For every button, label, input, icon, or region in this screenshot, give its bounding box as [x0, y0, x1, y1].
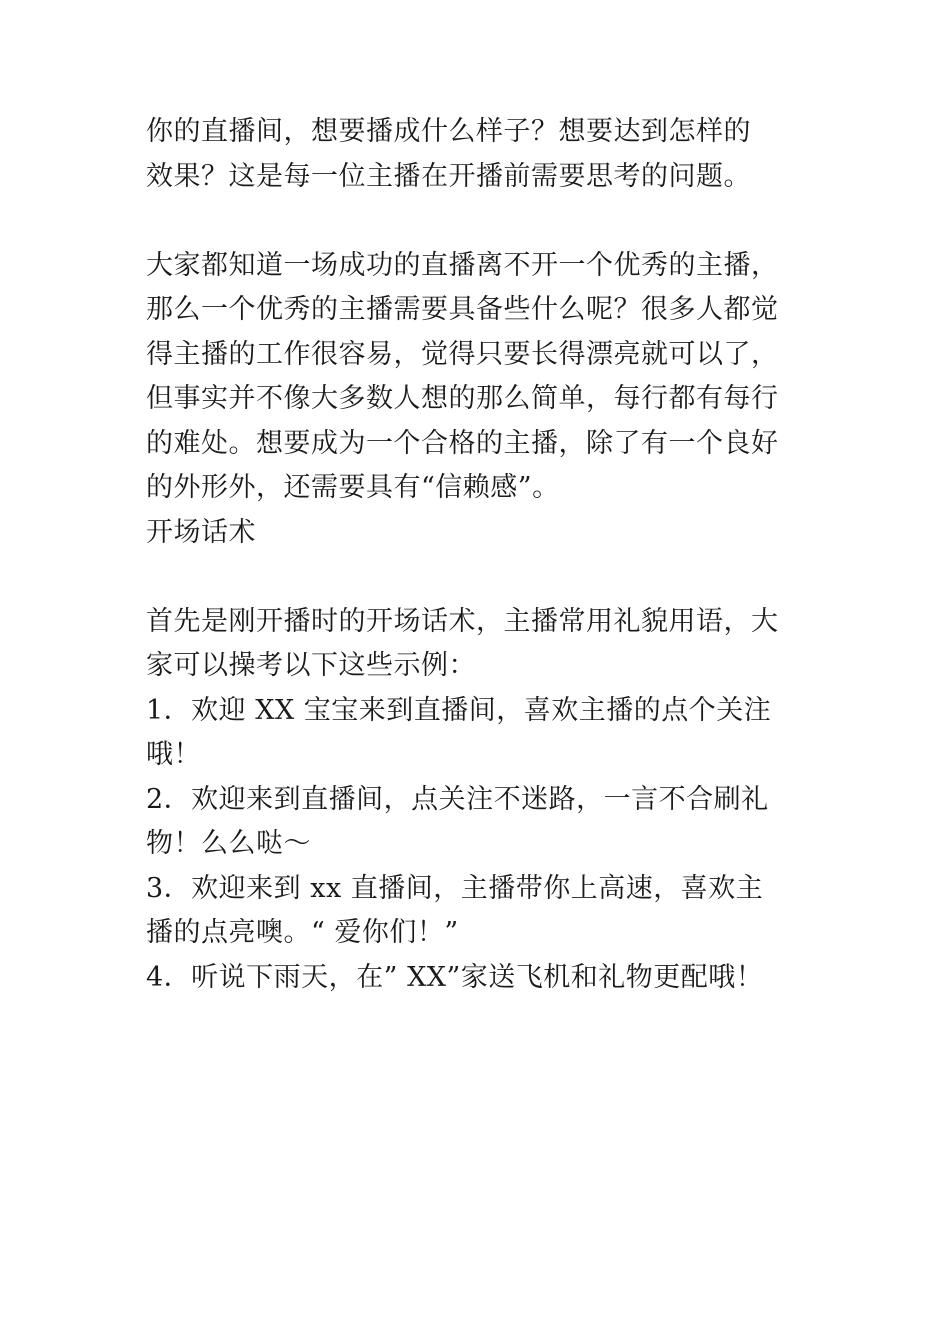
paragraph-2-line-5: 的难处。想要成为一个合格的主播，除了有一个良好 [146, 427, 779, 459]
example-3-line-2: 播的点亮噢。“ 爱你们！” [146, 917, 459, 948]
paragraph-spacer [146, 555, 826, 600]
paragraph-2-line-6: 的外形外，还需要具有“信赖感”。 [146, 472, 560, 503]
paragraph-2-line-3: 得主播的工作很容易，觉得只要长得漂亮就可以了， [146, 338, 779, 370]
example-1-line-1: 1．欢迎 XX 宝宝来到直播间，喜欢主播的点个关注 [146, 694, 772, 726]
section-heading: 开场话术 [146, 516, 256, 548]
example-2-line-1: 2．欢迎来到直播间，点关注不迷路，一言不合刷礼 [146, 783, 769, 815]
paragraph-3-line-2: 家可以操考以下这些示例： [146, 650, 476, 681]
example-1-line-2: 哦！ [146, 739, 201, 770]
paragraph-3-line-1: 首先是刚开播时的开场话术，主播常用礼貌用语，大 [146, 605, 779, 637]
paragraph-2-line-4: 但事实并不像大多数人想的那么简单，每行都有每行 [146, 383, 779, 414]
example-4-line-1: 4．听说下雨天，在” XX”家送飞机和礼物更配哦！ [146, 961, 764, 993]
paragraph-1-line-2: 效果？这是每一位主播在开播前需要思考的问题。 [146, 160, 751, 192]
paragraph-2-line-1: 大家都知道一场成功的直播离不开一个优秀的主播， [146, 249, 779, 281]
paragraph-2-line-2: 那么一个优秀的主播需要具备些什么呢？很多人都觉 [146, 294, 779, 325]
document-page [146, 110, 826, 1000]
example-3-line-1: 3．欢迎来到 xx 直播间，主播带你上高速，喜欢主 [146, 872, 764, 904]
paragraph-spacer [146, 199, 826, 244]
example-2-line-2: 物！么么哒～ [146, 828, 311, 859]
paragraph-1-line-1: 你的直播间，想要播成什么样子？想要达到怎样的 [146, 116, 751, 147]
